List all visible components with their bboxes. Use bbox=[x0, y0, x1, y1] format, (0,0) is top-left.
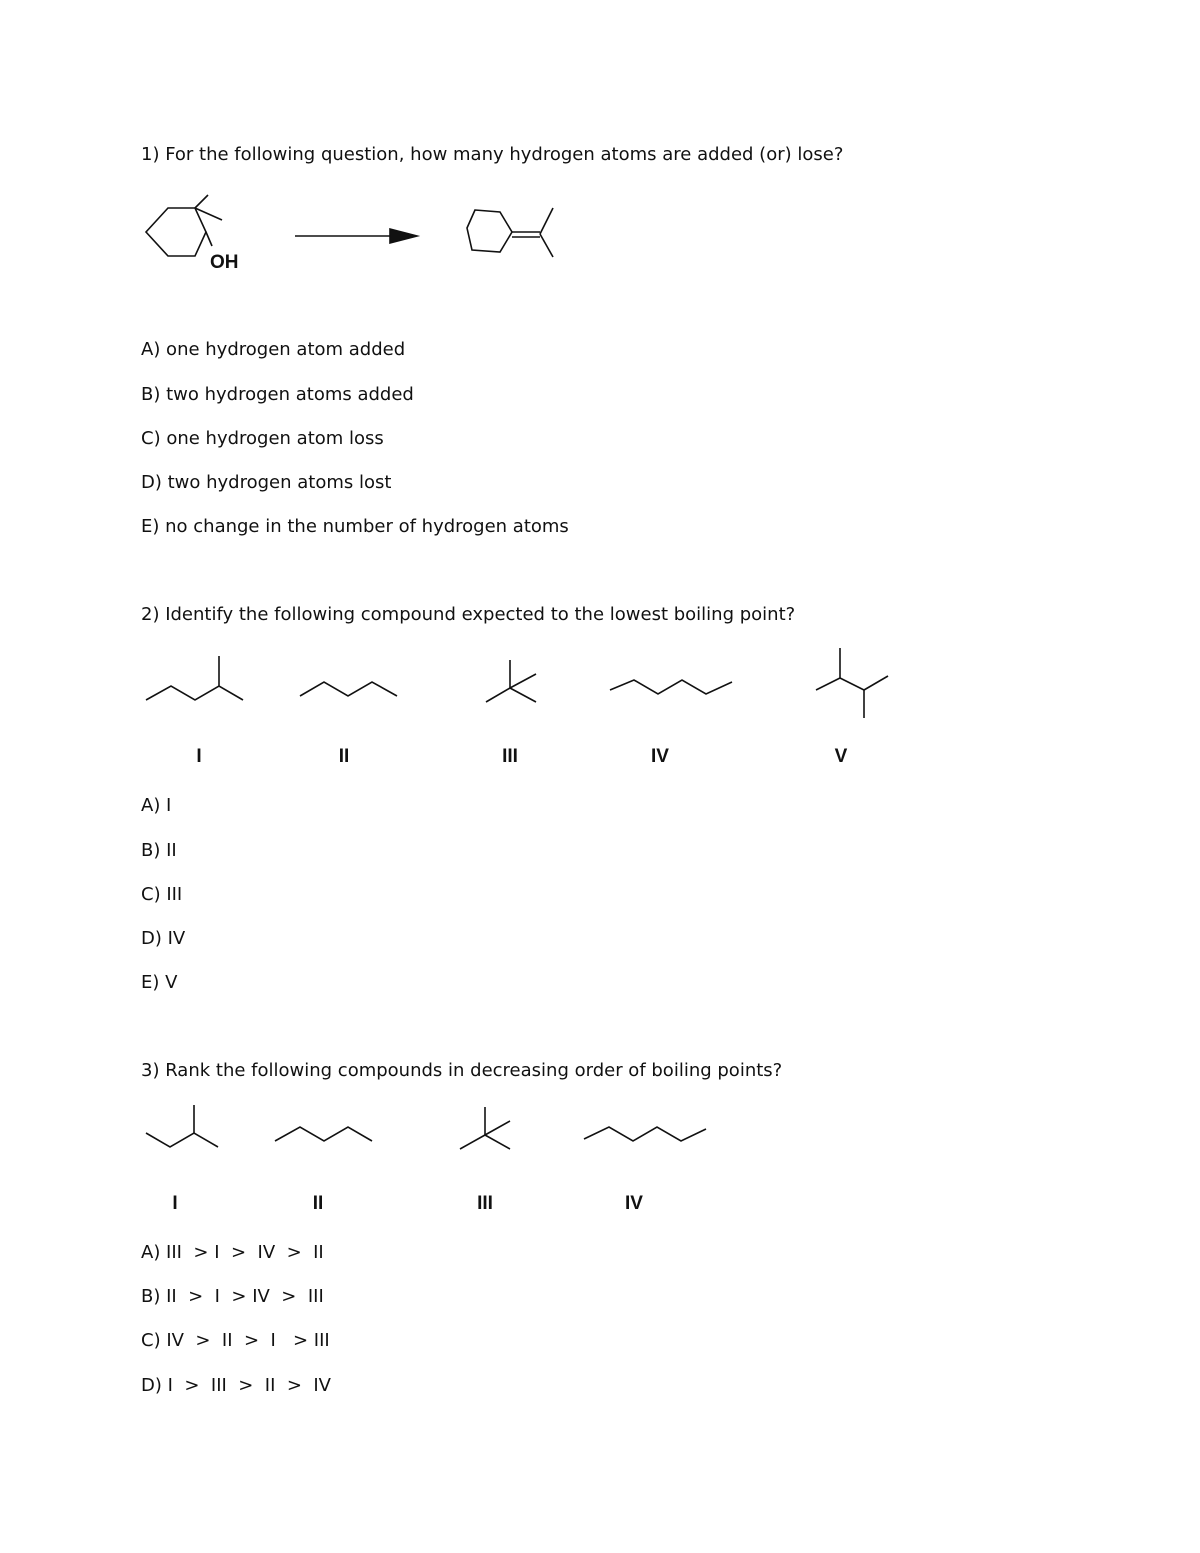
q1-option-c: C) one hydrogen atom loss bbox=[141, 428, 384, 449]
q3-compound-iii-bond-lower-right bbox=[485, 1135, 510, 1149]
q1-option-d: D) two hydrogen atoms lost bbox=[141, 472, 392, 493]
q3-option-c: C) IV > II > I > III bbox=[141, 1330, 330, 1351]
cyclopentane-ring bbox=[467, 210, 512, 252]
q2-structures bbox=[140, 640, 900, 730]
q2-option-d: D) IV bbox=[141, 928, 186, 949]
q3-label-iii: III bbox=[477, 1193, 493, 1214]
hydroxyl-label: OH bbox=[210, 252, 239, 273]
q2-label-i: I bbox=[196, 746, 202, 767]
q2-option-b: B) II bbox=[141, 840, 177, 861]
q3-option-b: B) II > I > IV > III bbox=[141, 1286, 324, 1307]
methyl-bond-up bbox=[195, 195, 208, 208]
q2-compound-ii-chain bbox=[300, 682, 397, 696]
q2-label-iv: IV bbox=[651, 746, 669, 767]
q2-label-ii: II bbox=[338, 746, 350, 767]
cyclohexane-ring bbox=[146, 208, 206, 256]
isopropylidene-bond-down bbox=[540, 234, 553, 257]
q3-option-a: A) III > I > IV > II bbox=[141, 1242, 324, 1263]
q2-compound-v-bond-right bbox=[864, 676, 888, 690]
q2-compound-v-bond-left bbox=[816, 678, 840, 690]
reaction-arrow-head bbox=[390, 229, 417, 243]
q2-compound-i-chain bbox=[146, 686, 243, 700]
q2-compound-iv-chain bbox=[610, 680, 732, 694]
oh-bond bbox=[206, 232, 212, 246]
q3-compound-i-chain bbox=[146, 1133, 218, 1147]
q3-compound-ii-chain bbox=[275, 1127, 372, 1141]
q2-option-c: C) III bbox=[141, 884, 183, 905]
q2-option-e: E) V bbox=[141, 972, 178, 993]
q3-label-iv: IV bbox=[625, 1193, 643, 1214]
question-3-text: 3) Rank the following compounds in decreasing order of boiling points? bbox=[141, 1060, 783, 1081]
q2-compound-v-bond-center bbox=[840, 678, 864, 690]
q1-option-a: A) one hydrogen atom added bbox=[141, 339, 406, 360]
q1-option-e: E) no change in the number of hydrogen atoms bbox=[141, 516, 569, 537]
q3-option-d: D) I > III > II > IV bbox=[141, 1375, 331, 1396]
q3-label-i: I bbox=[172, 1193, 178, 1214]
question-2-text: 2) Identify the following compound expected to the lowest boiling point? bbox=[141, 604, 796, 625]
q2-label-iii: III bbox=[502, 746, 518, 767]
q2-label-v: V bbox=[834, 746, 848, 767]
q2-compound-iii-bond-upper-right bbox=[510, 674, 536, 688]
q1-reaction-scheme bbox=[140, 190, 570, 280]
q3-structures bbox=[140, 1095, 720, 1165]
q3-compound-iii-bond-upper-right bbox=[485, 1121, 510, 1135]
q1-option-b: B) two hydrogen atoms added bbox=[141, 384, 414, 405]
q2-compound-iii-bond-left bbox=[486, 688, 510, 702]
q3-compound-iv-chain bbox=[584, 1127, 706, 1141]
q2-compound-iii-bond-lower-right bbox=[510, 688, 536, 702]
q3-compound-iii-bond-left bbox=[460, 1135, 485, 1149]
q3-label-ii: II bbox=[312, 1193, 324, 1214]
isopropylidene-bond-up bbox=[540, 208, 553, 234]
question-1-text: 1) For the following question, how many hydrogen atoms are added (or) lose? bbox=[141, 144, 844, 165]
q2-option-a: A) I bbox=[141, 795, 172, 816]
